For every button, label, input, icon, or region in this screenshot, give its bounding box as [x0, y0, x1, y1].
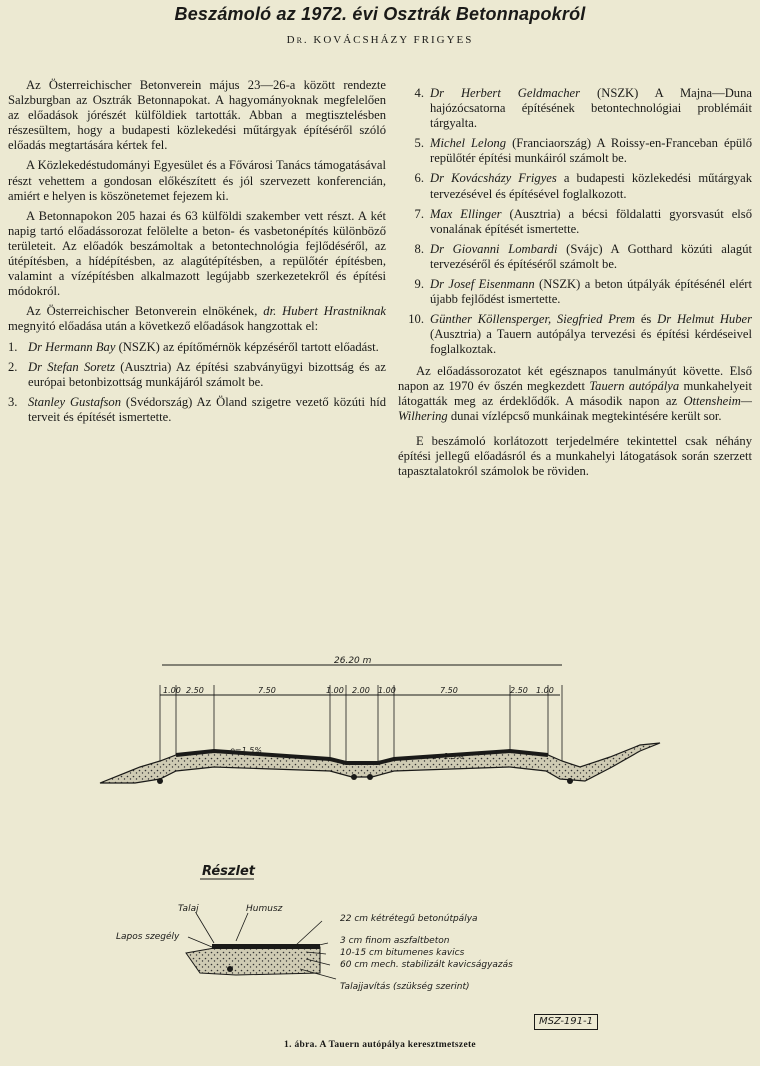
cross-section-drawing [0, 655, 760, 815]
article-title: Beszámoló az 1972. évi Osztrák Betonnapokról [174, 4, 586, 24]
paragraph: E beszámoló korlátozott terjedelmére tekintettel csak néhány építési jellegű előadásról és a munkahelyi látogatások során szerzett tapasztalatokról számolok be röviden. [398, 433, 752, 479]
slope-label-right: e=1.5% [432, 752, 464, 761]
author-line: Dr. KOVÁCSHÁZY FRIGYES [286, 34, 474, 46]
label-talaj: Talaj [178, 904, 199, 914]
dim-label: 1.00 [326, 686, 344, 695]
list-item: 5. Michel Lelong (Franciaország) A Roissy-en-Franceban épülő repülőtér építési munkáiról számolt be. [414, 136, 752, 166]
label-layer: 22 cm kétrétegű betonútpálya [340, 914, 478, 924]
paragraph: Az Österreichischer Betonverein május 23—26-a között rendezte Salzburgban az Osztrák Betonnapokat. A hagyományoknak megfelelően az előadások jórészét külföldiek tartották. Abban a megtisztelésben részesültem, hogy a budapesti közlekedési műtárgyak építéséről szóló előadás megtartására kértek fel. [8, 78, 386, 153]
list-item: 7. Max Ellinger (Ausztria) a bécsi földalatti gyorsvasút első vonalának építését ismertette. [414, 206, 752, 236]
dim-label: 2.00 [352, 686, 370, 695]
list-item: 3. Stanley Gustafson (Svédország) Az Öland szigetre vezető közúti híd terveit és építését ismertette. [8, 394, 386, 424]
list-item: 8. Dr Giovanni Lombardi (Svájc) A Gotthard közúti alagút tervezéséről és építéséről számolt be. [414, 241, 752, 271]
paragraph: Az Österreichischer Betonverein elnökének, dr. Hubert Hrastniknak megnyitó előadása után a következő előadások hangzottak el: [8, 304, 387, 334]
label-layer: 60 cm mech. stabilizált kavicságyazás [340, 960, 513, 970]
list-item: 2. Dr Stefan Soretz (Ausztria) Az építési szabványügyi bizottság és az európai betonbizottság munkájáról számolt be. [8, 359, 386, 389]
dim-label: 1.00 [163, 686, 181, 695]
label-humusz: Humusz [246, 904, 283, 914]
list-item: 1. Dr Hermann Bay (NSZK) az építőmérnök képzéséről tartott előadást. [8, 339, 379, 354]
standard-stamp: MSZ-191-1 [534, 1014, 598, 1030]
total-width-label: 26.20 m [334, 656, 372, 666]
left-column [8, 78, 386, 430]
dim-label: 7.50 [258, 686, 276, 695]
slope-label-left: e=1.5% [230, 746, 262, 755]
dim-label: 1.00 [378, 686, 396, 695]
list-item: 9. Dr Josef Eisenmann (NSZK) a beton útpályák építésénél elért újabb fejlődést ismertette. [414, 277, 752, 307]
dim-label: 2.50 [186, 686, 204, 695]
label-lapos-szegely: Lapos szegély [116, 932, 180, 942]
paragraph: A Betonnapokon 205 hazai és 63 külföldi szakember vett részt. A két napig tartó előadássorozat felölelte a beton- és vasbetonépítés különböző területeit. Az előadók beszámoltak a betontechnológia fejlődéséről, az útépítésben, a hídépítésben, az alagútépítésben, a repülőtér építésben, valamint a vízépítésben alkalmazott legújabb szerkezetekről és építési módokról. [8, 208, 386, 299]
paragraph: A Közlekedéstudományi Egyesület és a Fővárosi Tanács támogatásával részt vehettem a gondosan előkészített és jól szervezett konferencián, amiért e helyen is köszönetemet fejezem ki. [8, 158, 386, 203]
label-layer: 10-15 cm bitumenes kavics [340, 948, 465, 958]
detail-drawing [0, 855, 760, 1035]
dim-label: 7.50 [440, 686, 458, 695]
right-column [398, 86, 752, 484]
label-layer: Talajjavítás (szükség szerint) [340, 982, 470, 992]
paragraph: Az előadássorozatot két egésznapos tanulmányút követte. Első napon az 1970 év őszén megkezdett Tauern autópálya munkahelyeit látogatták meg az érdeklődők. A második napon az Ottensheim—Wilhering dunai vízlépcső munkáinak megtekintésére került sor. [398, 363, 752, 423]
figure-caption: 1. ábra. A Tauern autópálya keresztmetszete [284, 1040, 476, 1050]
detail-title: Részlet [202, 864, 255, 879]
dim-label: 2.50 [510, 686, 528, 695]
label-layer: 3 cm finom aszfaltbeton [340, 936, 450, 946]
list-item: 10. Günther Köllensperger, Siegfried Prem és Dr Helmut Huber (Ausztria) a Tauern autópálya tervezési és építési kérdéseivel foglalkoztak. [408, 312, 753, 357]
list-item: 6. Dr Kovácsházy Frigyes a budapesti közlekedési műtárgyak tervezésével és építésével foglalkozott. [414, 171, 753, 201]
dim-label: 1.00 [536, 686, 554, 695]
list-item: 4. Dr Herbert Geldmacher (NSZK) A Majna—Duna hajózócsatorna építésének betontechnológiai problémáit tárgyalta. [414, 86, 752, 131]
